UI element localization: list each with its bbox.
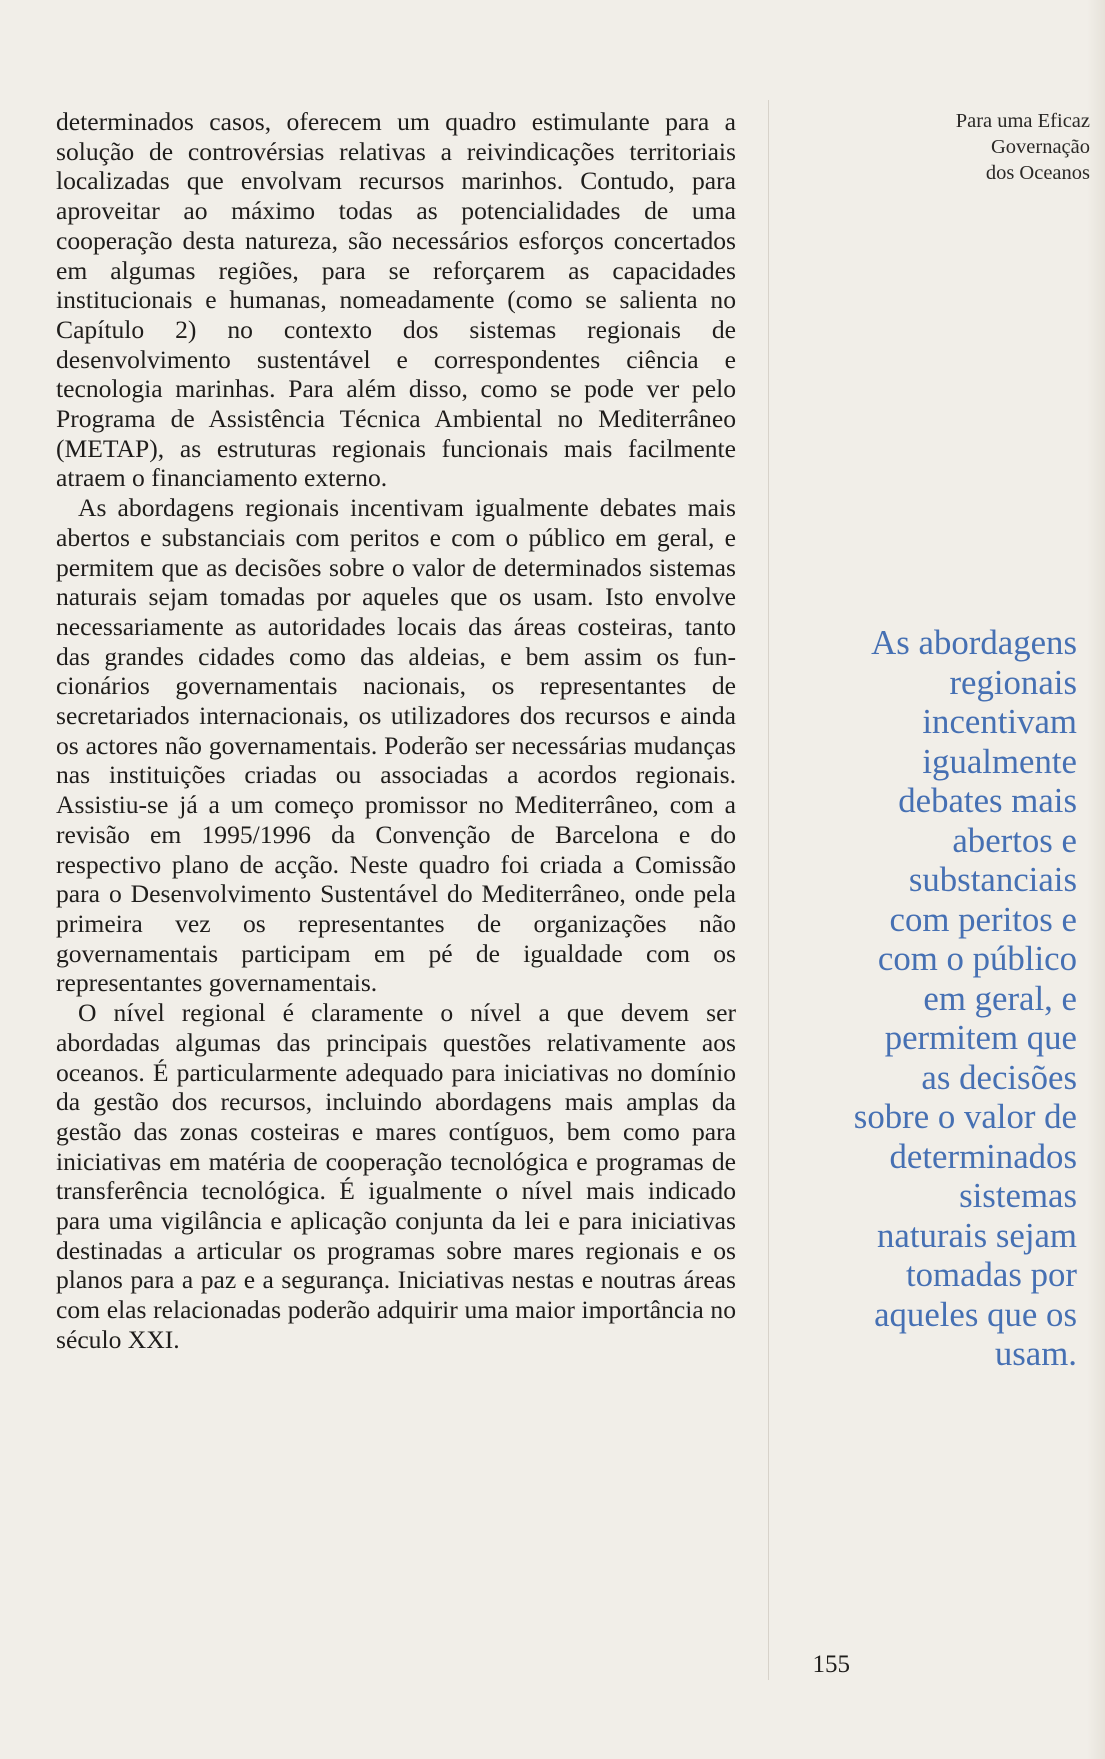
pull-quote-line: debates mais [898,781,1077,820]
pull-quote-line: determinados [889,1136,1077,1176]
body-paragraph-2: As abordagens regionais incentivam igualmente debates mais abertos e substanciais com peritos e com o público em geral, e permitem que as decisões sobre o valor de determinados sistemas naturais sejam tomadas por aqueles que os usam. Isto envolve necessariamente as autoridades locais das áreas costeiras, tanto das grandes cidades como das aldeias, e bem assim os funcionários governamentais nacionais, os representantes de secretariados internacionais, os utilizadores dos recursos e ainda os actores não governamentais. Poderão ser necessárias mudanças nas instituições criadas ou associadas a acordos regionais. Assistiu-se já a um começo promissor no Mediterrâneo, com a revisão em 1995/1996 da Convenção de Barcelona e do respectivo plano de acção. Neste quadro foi criada a Comissão para o Desenvolvimento Sustentável do Mediterrâneo, onde pela primeira vez os representantes de organizações não governamentais participam em pé de igualdade com os representantes governamentais. [56,493,736,998]
pull-quote-line: as decisões [921,1057,1077,1097]
pull-quote-line: abertos e [952,820,1077,860]
page-edge-shadow [1087,0,1105,1759]
body-text-column [56,107,736,1355]
pull-quote-line: em geral, e [923,978,1077,1018]
pull-quote [790,623,1077,1374]
pull-quote-line: permitem que [884,1018,1077,1057]
body-paragraph-3: O nível regional é claramente o nível a que devem ser abordadas algumas das principais questões relativamente aos oceanos. É particularmente adequado para iniciativas no domínio da gestão dos recursos, incluindo abordagens mais amplas da gestão das zonas costeiras e mares contíguos, bem como para iniciativas em matéria de cooperação tecnológica e programas de transferência tecnológica. É igualmente o nível mais indicado para uma vigilância e aplicação conjunta da lei e para iniciativas destinadas a articular os programas sobre mares regionais e os planos para a paz e a segurança. Iniciativas nestas e noutras áreas com elas relacionadas poderão adquirir uma maior importância no século XXI. [56,998,736,1354]
page-number: 155 [812,1651,850,1678]
running-head [840,108,1090,186]
pull-quote-line: regionais [949,662,1077,702]
pull-quote-line: sistemas [959,1176,1077,1215]
pull-quote-line: sobre o valor de [853,1097,1077,1136]
pull-quote-line: aqueles que os [874,1294,1077,1334]
running-head-line: Para uma Eficaz [955,110,1090,132]
pull-quote-line: tomadas por [905,1255,1077,1294]
running-head-line: Governação [990,136,1090,158]
pull-quote-line: igualmente [922,741,1077,781]
pull-quote-line: com o público [877,939,1077,978]
pull-quote-line: naturais sejam [876,1215,1077,1255]
pull-quote-line: com peritos e [889,899,1077,939]
pull-quote-line: As abordagens [871,623,1077,662]
pull-quote-line: usam. [994,1334,1077,1373]
running-head-line: dos Oceanos [985,162,1090,184]
column-divider [768,100,769,1680]
pull-quote-line: incentivam [922,702,1077,741]
pull-quote-line: substanciais [908,860,1077,899]
body-paragraph-1: determinados casos, oferecem um quadro estimulante para a solução de controvérsias relativas a reivindicações territoriais localizadas que envolvam recursos marinhos. Contudo, para aproveitar ao máximo todas as potencialidades de uma cooperação desta natureza, são necessários esforços concertados em algumas regiões, para se reforçarem as capacidades institucionais e humanas, nomeadamente (como se salienta no Capítulo 2) no contexto dos sistemas regionais de desenvolvimento sustentável e correspondentes ciência e tecnologia marinhas. Para além disso, como se pode ver pelo Programa de Assistência Técnica Ambiental no Mediterrâneo (METAP), as estruturas regionais funcionais mais facilmente atraem o financiamento externo. [56,107,736,493]
